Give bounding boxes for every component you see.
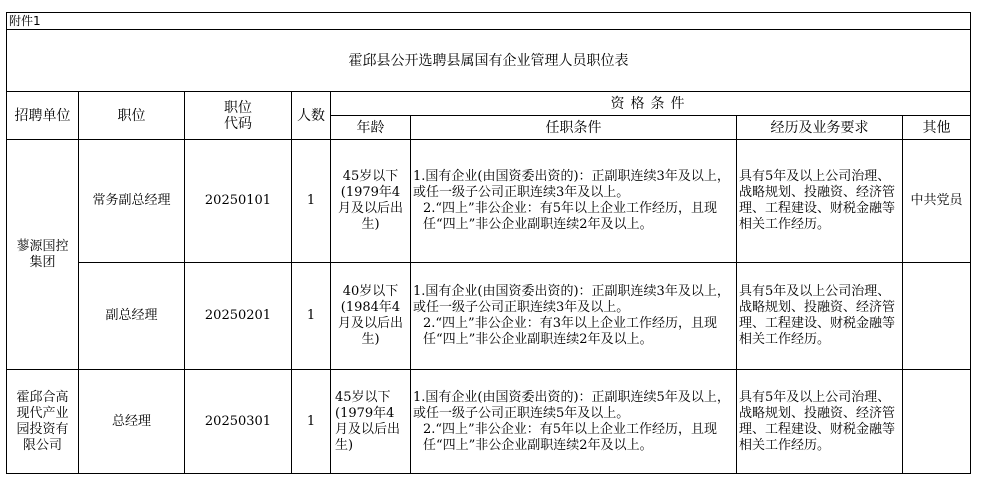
other-cell: 中共党员 [903,140,971,263]
duty-item-2: 2.“四上”非公企业：有3年以上企业工作经历，且现任“四上”非公企业副职连续2年及以上。 [423,316,717,347]
header-experience: 经历及业务要求 [737,116,903,140]
count-cell: 1 [292,140,331,263]
age-cell: 45岁以下(1979年4月及以后出生) [331,140,411,263]
count-cell: 1 [292,263,331,370]
header-qualification: 资格条件 [331,92,971,116]
other-cell [903,263,971,370]
experience-cell: 具有5年及以上公司治理、战略规划、投融资、经济管理、工程建设、财税金融等相关工作经历。 [737,140,903,263]
code-cell: 20250201 [185,263,292,370]
duty-cell [411,263,737,370]
header-count: 人数 [292,92,331,140]
duty-cell [411,140,737,263]
experience-cell: 具有5年及以上公司治理、战略规划、投融资、经济管理、工程建设、财税金融等相关工作经历。 [737,370,903,474]
position-table [6,12,971,474]
duty-item-1: 1.国有企业(由国资委出资的)：正副职连续3年及以上，或任一级子公司正职连续3年及以上。 [413,284,730,315]
annex-label: 附件1 [7,13,971,30]
table-title: 霍邱县公开选聘县属国有企业管理人员职位表 [7,30,971,92]
table-row [7,140,971,263]
table-row [7,370,971,474]
duty-cell [411,370,737,474]
unit-cell: 霍邱合高现代产业园投资有限公司 [7,370,79,474]
header-code: 职位代码 [185,92,292,140]
header-other: 其他 [903,116,971,140]
code-cell: 20250101 [185,140,292,263]
age-cell: 40岁以下(1984年4月及以后出生) [331,263,411,370]
code-cell: 20250301 [185,370,292,474]
header-duty: 任职条件 [411,116,737,140]
header-age: 年龄 [331,116,411,140]
duty-item-1: 1.国有企业(由国资委出资的)：正副职连续3年及以上，或任一级子公司正职连续3年及以上。 [413,169,730,200]
duty-item-2: 2.“四上”非公企业：有5年以上企业工作经历，且现任“四上”非公企业副职连续2年及以上。 [423,201,717,232]
header-position: 职位 [79,92,185,140]
position-cell: 总经理 [79,370,185,474]
age-cell: 45岁以下(1979年4月及以后出生) [331,370,411,474]
unit-cell: 蓼源国控集团 [7,140,79,370]
count-cell: 1 [292,370,331,474]
table-row [7,263,971,370]
duty-item-1: 1.国有企业(由国资委出资的)：正副职连续5年及以上，或任一级子公司正职连续5年及以上。 [413,389,730,421]
duty-item-2: 2.“四上”非公企业：有5年以上企业工作经历，且现任“四上”非公企业副职连续2年及以上。 [423,421,717,453]
position-cell: 副总经理 [79,263,185,370]
header-unit: 招聘单位 [7,92,79,140]
experience-cell: 具有5年及以上公司治理、战略规划、投融资、经济管理、工程建设、财税金融等相关工作经历。 [737,263,903,370]
position-cell: 常务副总经理 [79,140,185,263]
other-cell [903,370,971,474]
